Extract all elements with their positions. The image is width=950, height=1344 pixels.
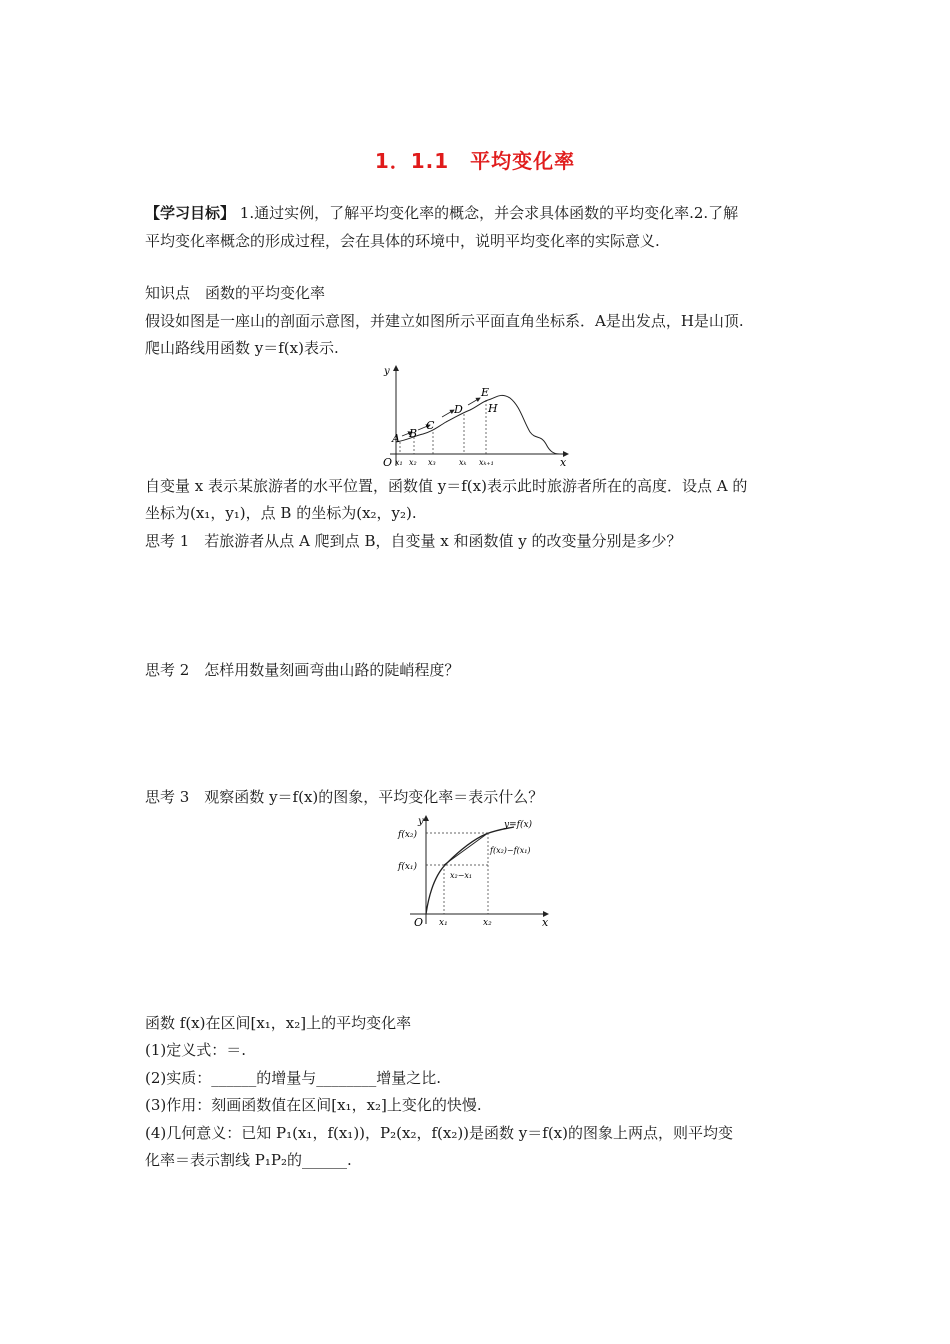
knowledge-paragraph-3: 自变量 x 表示某旅游者的水平位置，函数值 y＝f(x)表示此时旅游者所在的高度．设点 A 的 xyxy=(145,477,748,495)
point-label-h: H xyxy=(488,402,498,415)
objectives-line-2: 平均变化率概念的形成过程，会在具体的环境中，说明平均变化率的实际意义. xyxy=(145,232,660,250)
fig2-fx1-label: f(x₁) xyxy=(398,862,418,872)
fig2-dy-label: f(x₂)−f(x₁) xyxy=(490,846,531,855)
knowledge-paragraph-4: 坐标为(x₁，y₁)，点 B 的坐标为(x₂，y₂). xyxy=(145,504,417,522)
secant-line xyxy=(444,833,488,865)
objectives-text-1: 1.通过实例，了解平均变化率的概念，并会求具体函数的平均变化率.2.了解 xyxy=(235,204,739,222)
point-label-b: B xyxy=(409,427,418,440)
tick-xk1: xₖ₊₁ xyxy=(479,458,494,467)
knowledge-heading: 知识点 函数的平均变化率 xyxy=(145,284,326,302)
climb-arrow-3 xyxy=(442,410,454,417)
secant-figure xyxy=(396,812,556,930)
fig2-dx-label: x₂−x₁ xyxy=(450,871,473,880)
definition-purpose: (3)作用：刻画函数值在区间[x₁，x₂]上变化的快慢. xyxy=(145,1096,482,1114)
question-1: 思考 1 若旅游者从点 A 爬到点 B，自变量 x 和函数值 y 的改变量分别是多少？ xyxy=(145,532,682,550)
definition-essence: (2)实质：______的增量与________增量之比. xyxy=(145,1069,442,1087)
mountain-curve xyxy=(396,395,560,454)
fig2-origin: O xyxy=(414,916,424,929)
fig2-y-label: y xyxy=(418,816,424,827)
page-title: 1．1.1 平均变化率 xyxy=(374,149,576,173)
tick-x2: x₂ xyxy=(409,458,417,467)
objectives-line-1 xyxy=(145,203,738,223)
point-label-d: D xyxy=(454,403,463,416)
knowledge-paragraph-2: 爬山路线用函数 y＝f(x)表示. xyxy=(145,339,339,357)
question-3: 思考 3 观察函数 y＝f(x)的图象，平均变化率＝表示什么？ xyxy=(145,788,544,806)
definition-geometric-2: 化率＝表示割线 P₁P₂的______. xyxy=(145,1151,352,1169)
point-label-a: A xyxy=(392,432,400,445)
fig1-x-label: x xyxy=(560,456,567,469)
fig1-origin: O xyxy=(383,456,393,469)
fig2-curve-label: y=f(x) xyxy=(504,820,533,830)
tick-x1: x₁ xyxy=(395,458,403,467)
fig2-x2-label: x₂ xyxy=(483,918,492,928)
tick-xk: xₖ xyxy=(459,458,467,467)
definition-formula: (1)定义式：＝. xyxy=(145,1041,247,1059)
climb-arrow-4 xyxy=(468,398,480,405)
fig1-y-label: y xyxy=(384,366,390,377)
fig2-x-label: x xyxy=(542,916,549,929)
knowledge-paragraph-1: 假设如图是一座山的剖面示意图，并建立如图所示平面直角坐标系．A是出发点，H是山顶. xyxy=(145,312,744,330)
point-label-c: C xyxy=(426,419,435,432)
point-label-e: E xyxy=(481,386,490,399)
definition-intro: 函数 f(x)在区间[x₁，x₂]上的平均变化率 xyxy=(145,1014,412,1032)
fig2-fx2-label: f(x₂) xyxy=(398,830,418,840)
question-2: 思考 2 怎样用数量刻画弯曲山路的陡峭程度？ xyxy=(145,661,460,679)
objectives-label: 【学习目标】 xyxy=(145,204,236,222)
tick-x3: x₃ xyxy=(428,458,436,467)
definition-geometric-1: (4)几何意义：已知 P₁(x₁，f(x₁))，P₂(x₂，f(x₂))是函数 y＝f(x)的图象上两点，则平均变 xyxy=(145,1124,733,1142)
fig2-x1-label: x₁ xyxy=(439,918,448,928)
mountain-profile-figure xyxy=(378,362,578,472)
